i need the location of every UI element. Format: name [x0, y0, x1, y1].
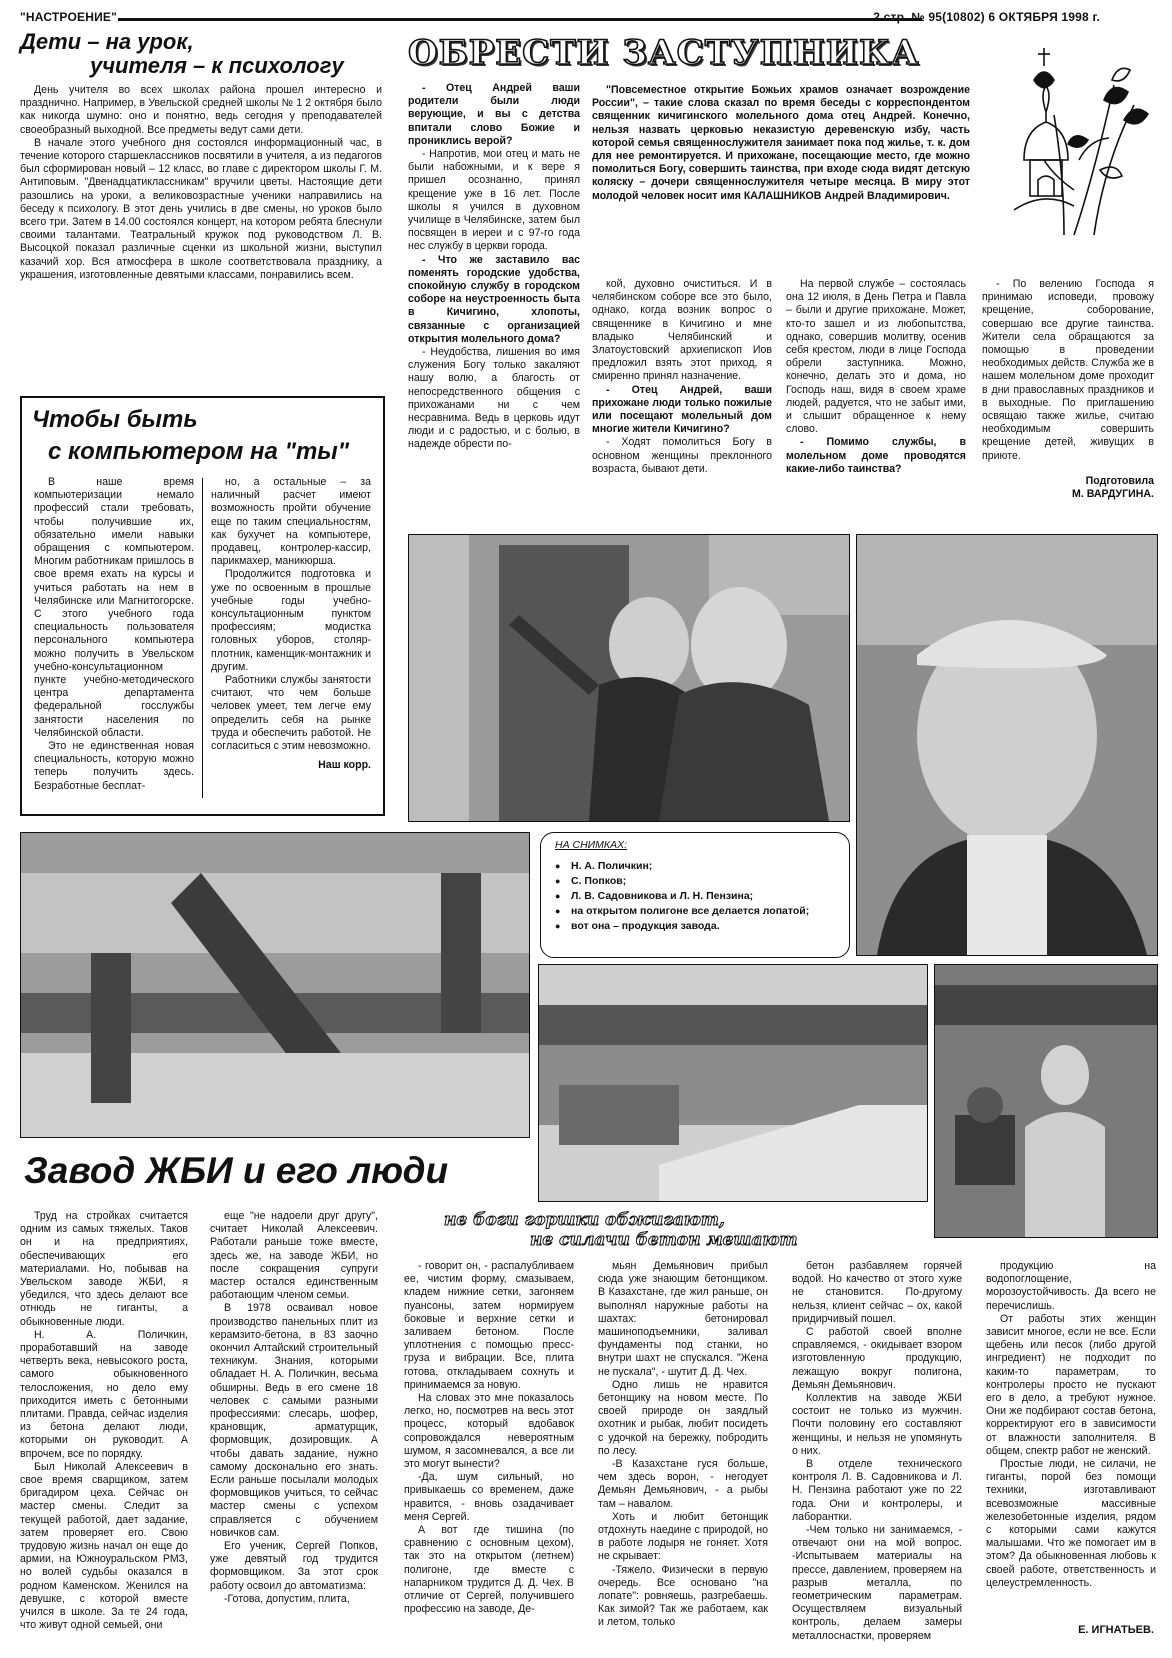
article3-col2	[592, 278, 772, 476]
article3-col1	[408, 82, 580, 452]
article2-paragraph: Это не единственная новая специальность, которую можно теперь получить здесь. Безработные бесплат-	[34, 740, 194, 792]
article4-subtitle	[444, 1210, 904, 1250]
interview-question: - Что же заставило вас поменять городские удобства, спокойную службу в городском соборе на неустроенность быта в Кичигино, хлопоты, связанные с организацией открытия молельного дома?	[408, 253, 580, 345]
article2-paragraph: но, а остальные – за наличный расчет имеют возможность пройти обучение еще по таким специальностям, как бухучет на компьютере, продавец, контролер-кассир, парикмахер, маникюрша.	[211, 476, 371, 568]
article4-paragraph: продукцию на водопоглощение, морозоустойчивость. Да всего не перечислишь.	[986, 1260, 1156, 1312]
article4-paragraph: Хоть и любит бетонщик отдохнуть наедине с природой, но в работе лодыря не гоняет. Хотя не скрывает:	[598, 1510, 768, 1563]
article4-paragraph: А вот где тишина (по сравнению с основным цехом), так это на открытом (летнем) полигоне, где вместе с напарником трудится Д. Д. Чех. В отличие от Сергей, получившего профессию на заводе, Де-	[404, 1524, 574, 1616]
photo-factory-workers	[20, 832, 530, 1138]
interview-question: - Отец Андрей ваши родители были люди верующие, и вы с детства впитали слово Божие и прониклись верой?	[408, 82, 580, 147]
caption-item: ● С. Попков;	[555, 874, 841, 889]
article3-lead	[592, 84, 970, 203]
article2-paragraph: Работники службы занятости считают, что чем больше человек умеет, тем легче ему определить себя на рынке труда и обеспечить работой. Не согласиться с этим невозможно.	[211, 674, 371, 753]
photo-man-icon	[857, 535, 1157, 955]
photo-worker-icon	[935, 965, 1157, 1237]
article4-col4	[598, 1260, 768, 1630]
interview-answer: На первой службе – состоялась она 12 июля, в День Петра и Павла – были и другие прихожане. Может, кто-то зашел и из любопытства, однако, совершив молитву, осенив себя крестом, люди в лице Господа обрели заступника. Можно, конечно, делать это и дома, но Господь наш, видя в своем храме людей, радуется, что не забыт ими, и слышит обращенное к нему слово.	[786, 278, 966, 436]
article4-paragraph: От работы этих женщин зависит многое, если не все. Если щебень или песок (либо другой ингредиент) не подходит по каким-то параметрам, то контролеры просто не пускают его в дело, а требуют нужное. Они же подбирают состав бетона, корректируют его в зависимости от влажности заполнителя. В общем, спектр работ не женский.	[986, 1312, 1156, 1457]
church-flowers-illustration	[1004, 40, 1154, 240]
article1-paragraph: День учителя во всех школах района прошел интересно и празднично. Например, в Увельской средней школы № 1 2 октября было как никогда шумно: оно и понятно, ведь сегодня у преподавателей своеобразный выходной. Все предметы ведут сами дети.	[20, 84, 382, 136]
article4-paragraph: -Тяжело. Физически в первую очередь. Все основано "на лопате": ровняешь, разгребаешь. Как зимой? Так же работаем, как и летом, только	[598, 1563, 768, 1629]
article4-subtitle-line1: не боги горшки обжигают,	[444, 1210, 725, 1230]
article4-paragraph: бетон разбавляем горячей водой. Но качество от этого хуже не становится. По-другому нельзя, клиент сейчас – ох, какой придирчивый пошел.	[792, 1260, 962, 1325]
article3-signature-name: М. ВАРДУГИНА.	[1071, 488, 1154, 501]
article4-paragraph: еще "не надоели друг другу", считает Николай Алексеевич. Работали раньше тоже вместе, здесь же, на заводе ЖБИ, но после сокращения супруги мастер остался единственным работающим членом семьи.	[210, 1210, 378, 1302]
article4-paragraph: -Чем только ни занимаемся, - отвечают они на мой вопрос. -Испытываем материалы на прессе, давлением, проверяем на разрыв металла, по геометрическим параметрам. Осуществляем визуальный контроль, делаем замеры металлоснастки, проверяем	[792, 1524, 962, 1642]
article3-signature-label: Подготовила	[1085, 474, 1154, 487]
photo-polygon-icon	[539, 965, 927, 1201]
article4-paragraph: Труд на стройках считается одним из самых тяжелых. Таков он и на предприятиях, обеспечивающих его материалами. Но, побывав на Увельском заводе ЖБИ, я убедился, что здесь делают все отнюдь не гиганты, а обыкновенные люди.	[20, 1210, 188, 1328]
captions-list	[555, 859, 841, 934]
issue-info: 2 стр. № 95(10802) 6 ОКТЯБРЯ 1998 г.	[873, 10, 1100, 24]
article4-col3	[404, 1260, 574, 1616]
interview-answer: кой, духовно очиститься. И в челябинском соборе все это было, однако, когда возник вопрос о священнике в Кичигино и мне владыко Челябинский и Златоустовский архиепископ Иов предложил взять этот приход, я смиренно принял назначение.	[592, 278, 772, 383]
article4-paragraph: С работой своей вполне справляемся, - окидывает взором изготовленную продукцию, лежащую вокруг полигона, Демьян Демьянович.	[792, 1326, 962, 1391]
photo-factory-icon	[21, 833, 529, 1137]
article2-col1	[34, 476, 194, 793]
article2-paragraph: Продолжится подготовка и уже по освоенным в прошлые учебные годы учебно-консультационным пунктом профессиям; модистка головных уборов, столяр-плотник, каменщик-монтажник и другим.	[211, 568, 371, 673]
article4-title: Завод ЖБИ и его люди	[24, 1150, 449, 1191]
article4-subtitle-line2: не силачи бетон мешают	[530, 1230, 798, 1250]
article1-body	[20, 84, 382, 282]
article4-paragraph: Был Николай Алексеевич в свое время сварщиком, затем бригадиром цеха. Сейчас он мастер смены. Следит за текущей работой, дает задание, затем проверяет его. Свою трудовую жизнь начал он еще до армии, на Южноуральском РМЗ, но волей судьбы оказался в родном Каменском. Женился на девушке, с которой вместе учился в школе. За те 24 года, что живут одной семьей, они	[20, 1460, 188, 1632]
article4-paragraph: На словах это мне показалось легко, но, посмотрев на весь этот процесс, который вдобавок сопровождался невероятным шумом, я засомневался, а все ли это могут вынести?	[404, 1392, 574, 1471]
article4-paragraph: -В Казахстане гуся больше, чем здесь ворон, - негодует Демьян Демьянович, - а рыбы там – навалом.	[598, 1458, 768, 1510]
article2-title	[32, 404, 372, 468]
article4-paragraph: В отделе технического контроля Л. В. Садовникова и Л. Н. Пензина работают уже по 22 года. Они и контролеры, и лаборантки.	[792, 1458, 962, 1523]
section-label: "НАСТРОЕНИЕ"	[20, 10, 117, 24]
church-flowers-icon	[1004, 40, 1154, 240]
photo-women-inspecting	[408, 534, 850, 822]
caption-item: ● Л. В. Садовникова и Л. Н. Пензина;	[555, 889, 841, 904]
article4-col5	[792, 1260, 962, 1643]
interview-answer: - По велению Господа я принимаю исповеди, провожу крещение, соборование, совершаю все другие таинства. Жители села обращаются за помощью в проведении необходимых действ. Служба же в нашем молельном доме проходит в дни православных праздников и в выходные. По приглашению освящаю также жилье, считаю необходимым совершить крещение детей, живущих в приюте.	[982, 278, 1154, 462]
article4-col2	[210, 1210, 378, 1606]
interview-question: - Отец Андрей, ваши прихожане люди только пожилые или посещают молельный дом многие жители Кичигино?	[592, 383, 772, 436]
article4-col6	[986, 1260, 1156, 1590]
article3-col4	[982, 278, 1154, 501]
article1-title	[20, 30, 380, 78]
article2-signature: Наш корр.	[318, 759, 371, 772]
article4-paragraph: В 1978 осваивал новое производство панельных плит из керамзито-бетона, в 83 заочно окончил Алтайский строительный техникум. Знания, которыми обладает Н. А. Поличкин, весьма обширны. Ведь в его смене 18 человек с самыми разными профессиями: слесарь, шофер, крановщик, арматурщик, формовщик, дозировщик. А чтобы давать задание, нужно самому досконально его знать. Если раньше посылали молодых формовщиков учиться, то сейчас мастер смены с успехом справляется с обучением новичков сам.	[210, 1302, 378, 1539]
article4-paragraph: мьян Демьянович прибыл сюда уже знающим бетонщиком. В Казахстане, где жил раньше, он выполнял наружные работы на шахтах: бетонировал машиноподъемники, заливал фундаменты под станки, но внутри шахт не спускался. "Жена не пускала", - шутит Д. Д. Чех.	[598, 1260, 768, 1378]
article4-paragraph: - говорит он, - распалубливаем ее, чистим форму, смазываем, кладем нижние сетки, загоняем пуансоны, затем нормируем боковые и верхние сетки и заливаем бетоном. После уплотнения с помощью пресс-груза и вибрации. Все, плита готова, откладываем сохнуть и принимаемся за новую.	[404, 1260, 574, 1391]
article2-title-line1: Чтобы быть	[32, 406, 198, 433]
article4-paragraph: -Готова, допустим, плита,	[224, 1592, 350, 1605]
article3-lead-text: "Повсеместное открытие Божьих храмов означает возрождение России", – такие слова сказал по время беседы с корреспондентом священник кичигинского молельного дома отец Андрей. Конечно, нельзя назвать церковью неказистую деревенскую избу, часть которой семья священнослужителя занимает пока под жилье, т. к. дом для нее ремонтируется. И прихожане, посещающие место, где можно помолиться Богу, совершить таинства, при входе сюда видят детскую коляску – дочери священнослужителя четыре месяца. В миру этот молодой человек носит имя КАЛАШНИКОВ Андрей Владимирович.	[592, 84, 970, 202]
photo-captions	[540, 832, 850, 958]
caption-item: ● на открытом полигоне все делается лопатой;	[555, 904, 841, 919]
caption-item: ● Н. А. Поличкин;	[555, 859, 841, 874]
article1-title-line2: учителя – к психологу	[90, 53, 344, 78]
photo-worker-machinery	[934, 964, 1158, 1238]
header-rule	[118, 18, 922, 21]
photo-open-polygon	[538, 964, 928, 1202]
article1-title-line1: Дети – на урок,	[20, 29, 194, 54]
article4-col1	[20, 1210, 188, 1633]
article4-signature: Е. ИГНАТЬЕВ.	[1078, 1624, 1154, 1636]
photo-man-cap	[856, 534, 1158, 956]
interview-question: - Помимо службы, в молельном доме проводятся какие-либо таинства?	[786, 436, 966, 475]
article4-paragraph: Одно лишь не нравится бетонщику на новом месте. По своей природе он заядлый охотник и рыбак, любит посидеть с удочкой на бережку, побродить по лесу.	[598, 1378, 768, 1457]
article4-paragraph: Простые люди, не силачи, не гиганты, порой без помощи техники, изготавливают всевозможные массивные железобетонные изделия, рядом с которыми сами кажутся малышами. Что же помогает им в этом? Да обыкновенная любовь к своей работе, ответственность и целеустремленность.	[986, 1458, 1156, 1589]
article4-paragraph: Его ученик, Сергей Попков, уже девятый год трудится формовщиком. За этот срок работу освоил до автоматизма:	[210, 1540, 378, 1592]
column-divider	[202, 478, 203, 798]
article2-title-line2: с компьютером на "ты"	[48, 438, 350, 465]
article2-col2	[211, 476, 371, 772]
interview-answer: - Напротив, мои отец и мать не были набожными, и к вере я пришел осознанно, принял крещение уже в 16 лет. После школы я учился в духовном училище в Челябинске, затем был посвящен в иереи и с 97-го года нес службу в церкви города.	[408, 148, 580, 253]
interview-answer: - Неудобства, лишения во имя служения Богу только закаляют нашу волю, а благость от непосредственного общения с прихожанами ни с чем несравнима. Ведь в церковь идут люди и с радостью, и с болью, в надежде обрести по-	[408, 346, 580, 451]
article4-paragraph: -Да, шум сильный, но привыкаешь со временем, даже нравится, - вновь озадачивает меня Сергей.	[404, 1471, 574, 1523]
caption-item: ● вот она – продукция завода.	[555, 919, 841, 934]
article3-col3	[786, 278, 966, 476]
captions-heading: НА СНИМКАХ:	[555, 839, 628, 851]
article2-paragraph: В наше время компьютеризации немало профессий стали требовать, чтобы получившие их, обязательно имели навыки обращения с компьютером. Многим работникам пришлось в свое время ехать на курсы и учиться работать на нем в Челябинске или Магнитогорске. С этого учебного года специальность пользователя персонального компьютера можно получить в Увельском учебно-консультационном пункте учебно-методического центра департамента федеральной госслужбы занятости населения по Челябинской области.	[34, 476, 194, 739]
article1-paragraph: В начале этого учебного дня состоялся информационный час, в течение которого старшеклассников посвятили в учителя, а из педагогов был сформирован новый – 12 класс, во главе с директором школы Г. М. Антиповым. "Двенадцатиклассникам" вручили цветы. Настоящие дети разошлись на уроки, а великовозрастные ученики направились на беседу к психологу. В этот день учились в две смены, но уроков было всего три. Затем в 14.00 состоялся концерт, на котором ребята блеснули своими талантами. Театральный кружок под руководством Л. В. Высоцкой показал различные сценки из школьной жизни, выступил казачий хор. Вся атмосфера в школе соответствовала празднику, а украшения, изготовленные девятыми классами, понравились всем.	[20, 136, 382, 281]
article4-paragraph: Коллектив на заводе ЖБИ состоит не только из мужчин. Почти половину его составляют женщины, и нельзя не упомянуть о них.	[792, 1392, 962, 1457]
interview-answer: - Ходят помолиться Богу в основном женщины преклонного возраста, бывают дети.	[592, 436, 772, 475]
computer-article-box	[20, 396, 385, 816]
photo-women-icon	[409, 535, 849, 821]
article3-title: ОБРЕСТИ ЗАСТУПНИКА	[408, 33, 920, 73]
article4-paragraph: Н. А. Поличкин, проработавший на заводе четверть века, невысокого роста, самого обыкновенного телосложения, но дело ему приходится иметь с бетонными плитами. Правда, сейчас изделия из бетона делают люди, которыми он руководит. А впрочем, все по порядку.	[20, 1328, 188, 1460]
